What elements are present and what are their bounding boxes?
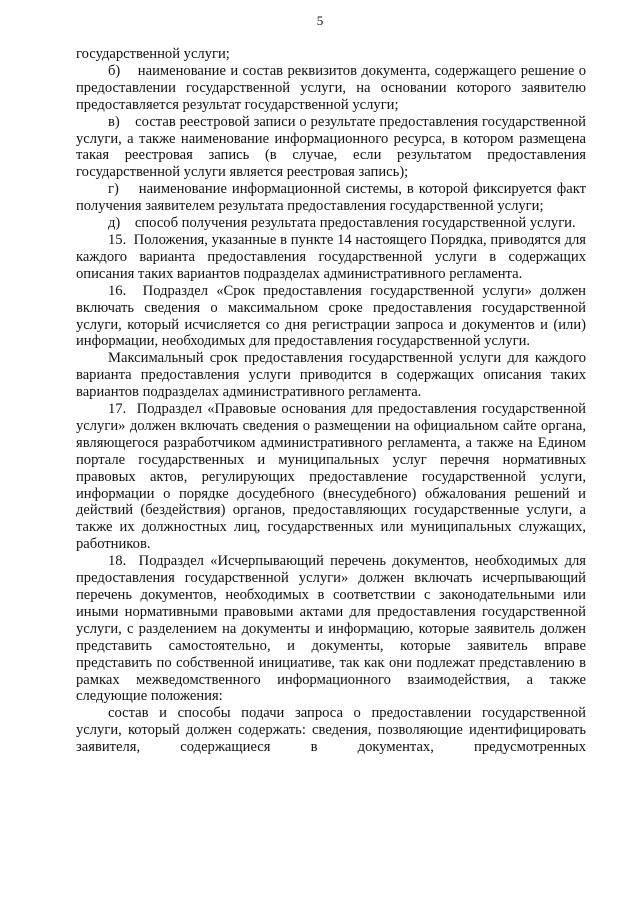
paragraph-continuation: государственной услуги; [76, 46, 230, 62]
paragraph-16: 16. Подраздел «Срок предоставления государственной услуги» должен включать сведения о максимальном сроке предоставления государственной услуги, который исчисляется со дня регистрации запроса и документов и (или) информации, необходимых для предоставления государственной услуги. [76, 282, 586, 350]
document-body [76, 46, 586, 756]
page-number: 5 [316, 13, 324, 28]
list-item-d: д) способ получения результата предоставления государственной услуги. [108, 215, 576, 232]
paragraph-18: 18. Подраздел «Исчерпывающий перечень документов, необходимых для предоставления государственной услуги» должен включать исчерпывающий перечень документов, необходимых в соответствии с законодательными или иными нормативными правовыми актами для предоставления государственной услуги, с разделением на документы и информацию, которые заявитель должен представить самостоятельно, и документы, которые заявитель вправе представить по собственной инициативе, так как они подлежат представлению в рамках межведомственного информационного взаимодействия, а также следующие положения: [76, 553, 586, 705]
paragraph-request-composition: состав и способы подачи запроса о предоставлении государственной услуги, который должен содержать: сведения, позволяющие идентифицировать заявителя, содержащиеся в документах, предусмотренных [76, 705, 586, 756]
paragraph-15: 15. Положения, указанные в пункте 14 настоящего Порядка, приводятся для каждого варианта предоставления государственной услуги в содержащих описания таких вариантов подразделах административного регламента. [76, 231, 586, 282]
paragraph-17: 17. Подраздел «Правовые основания для предоставления государственной услуги» должен включать сведения о размещении на официальном сайте органа, являющегося разработчиком административного регламента, а также на Едином портале государственных и муниципальных услуг перечня нормативных правовых актов, регулирующих предоставление государственной услуги, информации о порядке досудебного (внесудебного) обжалования решений и действий (бездействия) органов, предоставляющих государственные услуги, а также их должностных лиц, государственных или муниципальных служащих, работников. [76, 401, 586, 553]
list-item-g: г) наименование информационной системы, в которой фиксируется факт получения заявителем результата предоставления государственной услуги; [76, 181, 586, 215]
paragraph-max-term: Максимальный срок предоставления государственной услуги для каждого варианта предоставления услуги приводится в содержащих описания таких вариантов подразделах административного регламента. [76, 350, 586, 401]
list-item-b: б) наименование и состав реквизитов документа, содержащего решение о предоставлении государственной услуги, на основании которого заявителю предоставляется результат государственной услуги; [76, 62, 586, 113]
list-item-v: в) состав реестровой записи о результате предоставления государственной услуги, а также наименование информационного ресурса, в котором размещена такая реестровая запись (в случае, если результатом предоставления государственной услуги является реестровая запись); [76, 113, 586, 181]
